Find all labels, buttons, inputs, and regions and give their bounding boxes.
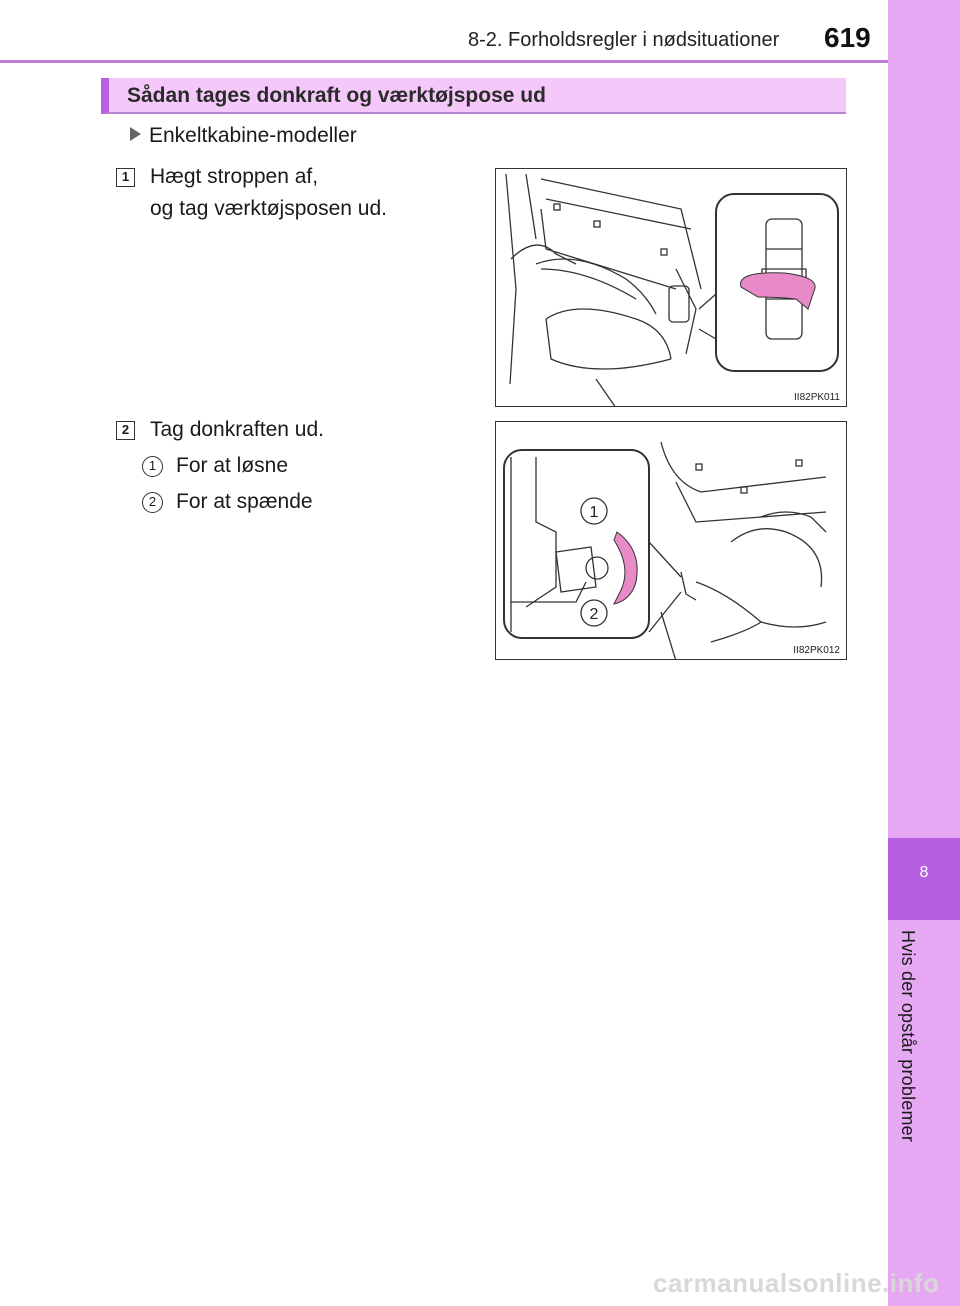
sub-item-number-2: 2 [142, 492, 163, 513]
header-section-title: 8-2. Forholdsregler i nødsituationer [468, 29, 780, 51]
step-1-line-2: og tag værktøjsposen ud. [150, 197, 387, 220]
page-number: 619 [824, 22, 871, 53]
section-heading [101, 78, 846, 114]
section-heading-text: Sådan tages donkraft og værktøjspose ud [127, 84, 546, 107]
figure-callout-2: 2 [589, 606, 599, 623]
sub-item-number-1: 1 [142, 456, 163, 477]
figure-tool-bag [495, 168, 847, 407]
bullet-text: Enkeltkabine-modeller [149, 124, 357, 147]
header-rule [0, 60, 888, 63]
triangle-bullet-icon [130, 127, 141, 141]
jack-illustration [496, 422, 847, 660]
step-number-2: 2 [116, 421, 135, 440]
step-1-line-1: Hægt stroppen af, [150, 165, 319, 188]
footer-watermark: carmanualsonline.info [653, 1268, 940, 1298]
figure-callout-1: 1 [589, 504, 599, 521]
sub-item-text-tighten: For at spænde [176, 490, 313, 513]
model-bullet [130, 124, 357, 148]
sub-item-text-loosen: For at løsne [176, 454, 289, 477]
figure-jack [495, 421, 847, 660]
step-2-line-1: Tag donkraften ud. [150, 418, 324, 441]
chapter-label: Hvis der opstår problemer [898, 930, 918, 1143]
tool-bag-illustration [496, 169, 847, 407]
chapter-number: 8 [919, 864, 929, 881]
figure-code-1: II82PK011 [794, 392, 840, 403]
figure-code-2: II82PK012 [793, 645, 840, 656]
step-number-1: 1 [116, 168, 135, 187]
